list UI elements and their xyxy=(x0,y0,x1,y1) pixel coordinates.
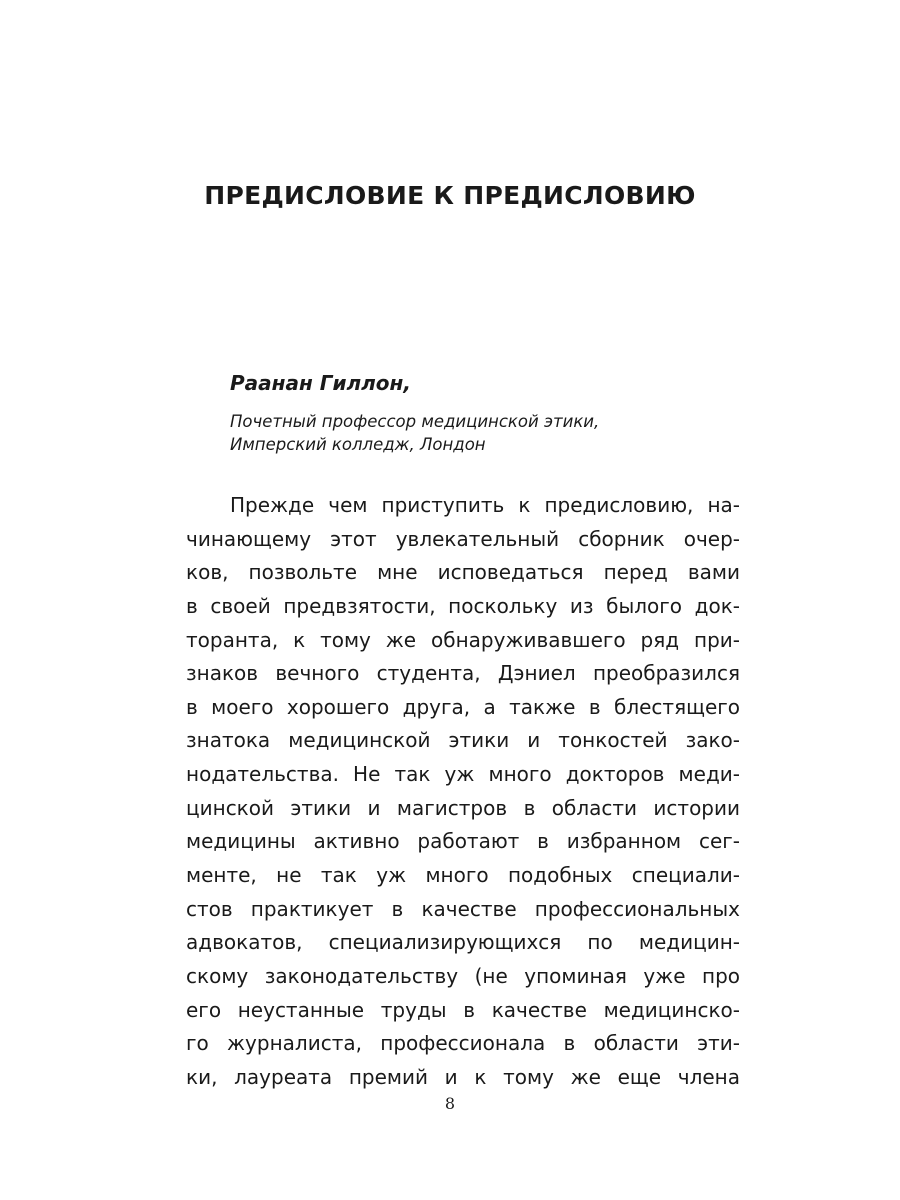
text-line: знаков вечного студента, Дэниел преобразился xyxy=(186,661,740,686)
author-affiliation xyxy=(230,410,750,456)
text-line: ки, лауреата премий и к тому же еще члена xyxy=(186,1064,740,1089)
text-line: цинской этики и магистров в области истории xyxy=(186,795,740,820)
body-paragraph xyxy=(186,489,740,1095)
text-line: в своей предвзятости, поскольку из былого док- xyxy=(186,593,740,618)
text-line: скому законодательству (не упоминая уже про xyxy=(186,963,740,988)
affiliation-line: Имперский колледж, Лондон xyxy=(230,435,486,454)
text-line: его неустанные труды в качестве медицинско- xyxy=(186,997,740,1022)
text-line: медицины активно работают в избранном сег- xyxy=(186,829,740,854)
text-line: торанта, к тому же обнаруживавшего ряд при- xyxy=(186,627,740,652)
page-number: 8 xyxy=(444,1094,456,1113)
text-line: стов практикует в качестве профессиональных xyxy=(186,896,740,921)
text-line: знатока медицинской этики и тонкостей зако- xyxy=(186,728,740,753)
author-name: Раанан Гиллон, xyxy=(230,371,411,395)
affiliation-line: Почетный профессор медицинской этики, xyxy=(230,412,600,431)
text-line: нодательства. Не так уж много докторов меди- xyxy=(186,762,740,787)
text-line: в моего хорошего друга, а также в блестящего xyxy=(186,694,740,719)
text-line: го журналиста, профессионала в области эти- xyxy=(186,1031,740,1056)
text-line: ков, позвольте мне исповедаться перед вами xyxy=(186,560,740,585)
text-line: чинающему этот увлекательный сборник очер- xyxy=(186,526,740,551)
text-line: адвокатов, специализирующихся по медицин- xyxy=(186,930,740,955)
chapter-title: ПРЕДИСЛОВИЕ К ПРЕДИСЛОВИЮ xyxy=(204,181,696,210)
byline xyxy=(230,368,750,456)
text-line: Прежде чем приступить к предисловию, на- xyxy=(230,493,740,517)
text-line: менте, не так уж много подобных специали- xyxy=(186,863,740,888)
